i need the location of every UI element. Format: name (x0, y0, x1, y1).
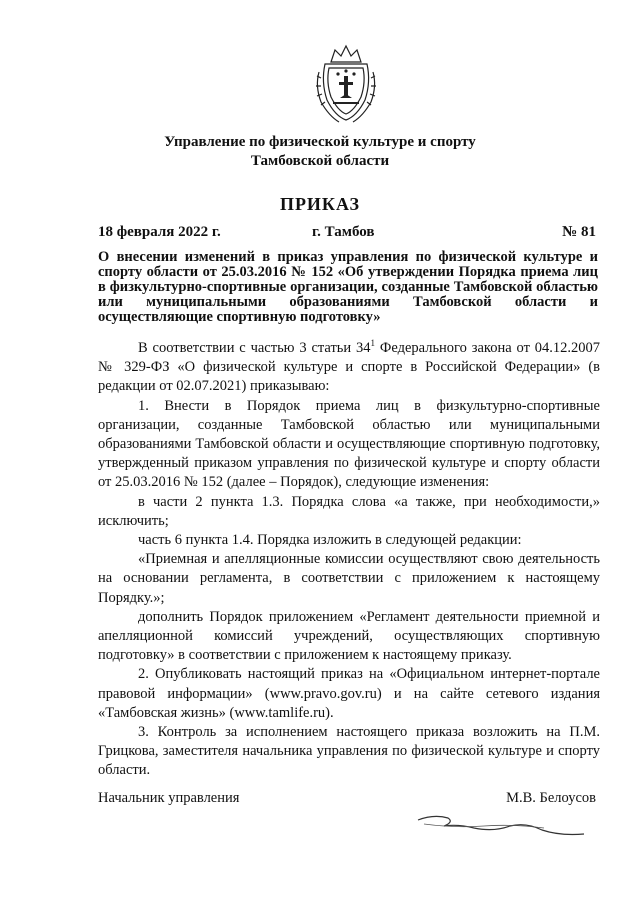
paragraph-1: 1. Внести в Порядок приема лиц в физкультурно-спортивные организации, созданные Тамбовской областью или муниципальными образованиями Тамбовской области и осуществляющие спортивную подготовку, утвержденный приказом управления по физической культуре и спорту области от 25.03.2016 № 152 (далее – Порядок), следующие изменения: (98, 397, 600, 491)
paragraph-7: 3. Контроль за исполнением настоящего приказа возложить на П.М. Грицкова, заместителя начальника управления по физической культуре и спорту области. (98, 724, 600, 779)
paragraph-2: в части 2 пункта 1.3. Порядка слова «а также, при необходимости,» исключить; (98, 493, 600, 529)
signatory-position: Начальник управления (98, 790, 240, 806)
document-subject: О внесении изменений в приказ управления по физической культуре и спорту области от 25.03.2016 № 152 «Об утверждении Порядка приема лиц в физкультурно-спортивные организации, созданные Тамбовской областью или муниципальными образованиями Тамбовской области и осуществляющие спортивную подготовку» (98, 249, 598, 325)
document-body (98, 339, 600, 781)
intro-superscript: 1 (370, 338, 376, 349)
organization-name-line2: Тамбовской области (250, 153, 390, 169)
paragraph-5: дополнить Порядок приложением «Регламент деятельности приемной и апелляционной комиссий учреждений, осуществляющих спортивную подготовку» в соответствии с приложением к настоящему приказу. (98, 608, 600, 664)
coat-of-arms-icon (313, 42, 379, 124)
paragraph-4: «Приемная и апелляционные комиссии осуществляют свою деятельность на основании регламента, в соответствии с приложением к настоящему Порядку.»; (98, 551, 600, 606)
document-city: г. Тамбов (312, 224, 375, 240)
handwritten-signature (414, 806, 594, 846)
paragraph-3: часть 6 пункта 1.4. Порядка изложить в следующей редакции: (138, 532, 522, 549)
signatory-name: М.В. Белоусов (506, 790, 596, 806)
intro-text-b: Федерального закона от 04.12.2007 № 329-ФЗ «О физической культуре и спорте в Российской Федерации» (в редакции от 02.07.2021) приказываю: (98, 340, 600, 395)
document-number: № 81 (562, 224, 596, 240)
paragraph-6: 2. Опубликовать настоящий приказ на «Официальном интернет-портале правовой информации» (www.pravo.gov.ru) и на сайте сетевого издания «Тамбовская жизнь» (www.tamlife.ru). (98, 666, 600, 721)
document-date: 18 февраля 2022 г. (98, 224, 221, 240)
intro-paragraph (98, 339, 600, 397)
organization-name-line1: Управление по физической культуре и спорту (164, 134, 476, 150)
document-title: ПРИКАЗ (279, 194, 361, 214)
intro-text-a: В соответствии с частью 3 статьи 34 (138, 340, 371, 356)
